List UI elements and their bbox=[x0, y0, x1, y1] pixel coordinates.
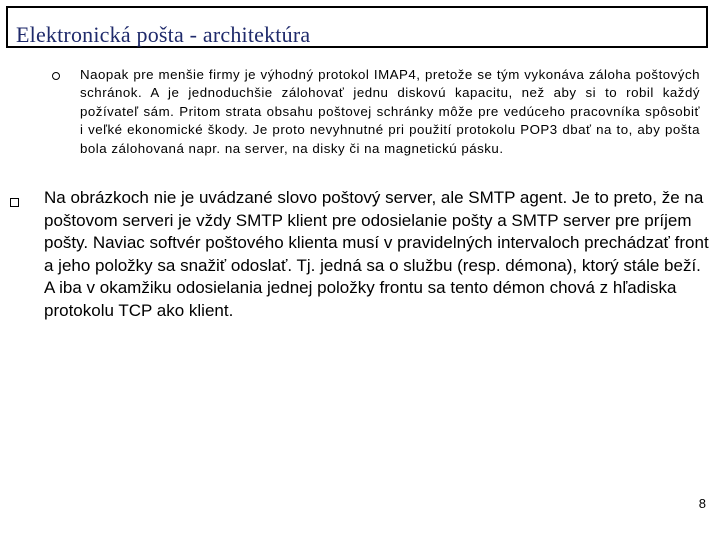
sub-bullet-paragraph: Naopak pre menšie firmy je výhodný protokol IMAP4, pretože se tým vykonáva záloha poštových schránok. A je jednoduchšie zálohovať jednu diskovú kapacitu, než aby si to robil každý požívateľ sám. Pritom strata obsahu poštovej schránky môže pre vedúceho pracovníka spôsobiť i veľké ekonomické škody. Je proto nevyhnutné pri použití protokolu POP3 dbať na to, aby pošta bola zálohovaná napr. na server, na disky či na magnetickú pásku. bbox=[80, 67, 700, 156]
page-number: 8 bbox=[698, 496, 706, 511]
square-bullet-icon bbox=[10, 198, 19, 207]
main-bullet-paragraph: Na obrázkoch nie je uvádzané slovo poštový server, ale SMTP agent. Je to preto, že na poštovom serveri je vždy SMTP klient pre odosielanie pošty a SMTP server pre príjem pošty. Naviac softvér poštového klienta musí v pravidelných intervaloch prechádzať front a jeho položky sa snažiť odoslať. Tj. jedná sa o službu (resp. démona), ktorý stále beží. A iba v okamžiku odosielania jednej položky frontu sa tento démon chová z hľadiska protokolu TCP ako klient. bbox=[44, 188, 709, 320]
page-title: Elektronická pošta - architektúra bbox=[16, 22, 311, 47]
circle-bullet-icon bbox=[52, 72, 60, 80]
title-frame bbox=[6, 6, 708, 48]
